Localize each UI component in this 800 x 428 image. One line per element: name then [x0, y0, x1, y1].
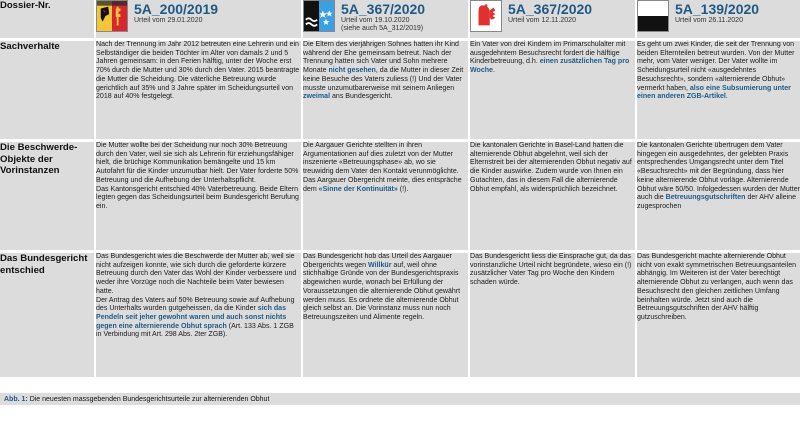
- case-number: 5A_139/2020: [675, 1, 760, 17]
- caption-text: Die neuesten massgebenden Bundesgerichtsurteile zur alternierenden Obhut: [29, 396, 270, 403]
- case-date-note: (siehe auch 5A_312/2019): [341, 25, 424, 32]
- case-header-2: [301, 0, 468, 41]
- highlight-text: nicht gesehen: [328, 67, 376, 75]
- highlight-text: also eine Subsumierung unter einen anderen ZGB-Artikel: [637, 84, 791, 101]
- highlight-text: Betreuungsgutschriften: [665, 194, 746, 202]
- case-date: Urteil vom 19.10.2020: [341, 17, 410, 24]
- black-white-flag-icon: [637, 0, 669, 32]
- geneva-flag-icon: [96, 0, 128, 32]
- case-number: 5A_367/2020: [508, 1, 593, 17]
- table-row-sachverhalte: [0, 41, 800, 142]
- table-cell: Die kantonalen Gerichte übertrugen dem Vater hingegen ein ausgedehntes, der gelebten Praxis entsprechendes Umgangsrecht unter dem Titel «Besuchsrecht» mit der Begründung, dass hier keine alternierende Obhut vorläge. Alternierende Obhut wäre 50/50. Infolgedessen wurden der Mutter auch die Betreuungsgutschriften der AHV alleine zugesprochen: [635, 142, 800, 253]
- table-cell: Das Bundesgericht liess die Einsprache gut, da das vorinstanzliche Urteil nicht begründete, wieso ein (!) zusätzlicher Vater Tag pro Woche den Kindern schaden würde.: [468, 253, 635, 380]
- table-cell: Nach der Trennung im Jahr 2012 betreuten eine Lehrerin und ein Selbständiger die beiden Töchter im Alter von damals 2 und 5 Jahren gemeinsam: in den Ferien hälftig, unter der Woche erst 70% durch die Mutter und 30% durch den Vater. 2015 beantragte die Mutter die Scheidung. Die väterliche Betreuung wurde gerichtlich auf 35% und 3 Jahre später im Scheidungsurteil von 2018 auf 40% festgelegt.: [94, 41, 301, 142]
- dossier-label: Dossier-Nr.: [0, 0, 94, 41]
- figure-caption: [0, 393, 800, 405]
- highlight-text: einen zusätzlichen Tag pro Woche: [470, 58, 630, 75]
- row-label: Das Bundesgericht entschied: [0, 253, 94, 380]
- caption-label: Abb. 1:: [4, 396, 28, 403]
- table-cell: Die Eltern des vierjährigen Sohnes hatten ihr Kind während der Ehe gemeinsam betreut. Nach der Trennung hatten sich Vater und Sohn mehrere Monate nicht gesehen, da die Mutter in dieser Zeit keine Besuche des Vaters zuliess (!) Und der Vater musste unzumutbarerweise mit seinem Anliegen zweimal ans Bundesgericht.: [301, 41, 468, 142]
- case-number: 5A_200/2019: [134, 1, 219, 17]
- table-row-bundesgericht: [0, 253, 800, 380]
- table-cell: Die Aargauer Gerichte stellten in ihren Argumentationen auf dies zuletzt von der Mutter inszenierte «Betreuungsphase» ab, wo sie treuwidrig dem Vater den Kontakt verunmöglichte. Das Aargauer Obergericht meinte, dies entspräche dem «Sinne der Kontinuität» (!).: [301, 142, 468, 253]
- table-cell: Die kantonalen Gerichte in Basel-Land hatten die alternierende Obhut abgelehnt, weil sich der Elternstreit bei der alternierenden Obhut negativ auf die Kinder auswirke. Zudem wurde von Ihnen ein Gutachten, das in diesem Fall die alternierende Obhut empfahl, als widersprüchlich bezeichnet.: [468, 142, 635, 253]
- highlight-text: sich das Pendeln seit jeher gewohnt waren und auch sonst nichts gegen eine alternierende Obhut sprach: [96, 305, 287, 330]
- case-header-4: [635, 0, 800, 41]
- table-cell: Das Bundesgericht machte alternierende Obhut nicht von exakt symmetrischen Betreuungsanteilen abhängig. Im Weiteren ist der Vater berechtigt alternierende Obhut zu verlangen, auch wenn das Besuchsrecht den gleichen zeitlichen Umfang beinhalten würde. Jetzt sind auch die Betreuungsgutschriften der AHV hälftig gutzuschreiben.: [635, 253, 800, 380]
- table-row-vorinstanzen: [0, 142, 800, 253]
- aargau-flag-icon: [303, 0, 335, 32]
- case-number: 5A_367/2020: [341, 1, 426, 17]
- table-cell: Die Mutter wollte bei der Scheidung nur noch 30% Betreuung durch den Vater, weil sie sich als Lehrerin für erziehungsfähiger hielt, die brüchige Kommunikation bemängelte und 15 km Autofahrt für die Kinder unzumutbar hielt. Der Vater forderte 50% Betreuung und die Aufhebung der Unterhaltspflicht. Das Kantonsgericht entschied 40% Vaterbetreuung. Beide Eltern legten gegen das Scheidungsurteil beim Bundesgericht Berufung ein.: [94, 142, 301, 253]
- case-header-3: [468, 0, 635, 41]
- highlight-text: zweimal: [303, 93, 331, 101]
- highlight-text: «Sinne der Kontinuität»: [318, 185, 398, 193]
- row-label: Sachverhalte: [0, 41, 94, 142]
- case-date: Urteil vom 12.11.2020: [508, 17, 576, 24]
- basel-land-flag-icon: [470, 0, 502, 32]
- row-label: Die Beschwerde-Objekte der Vorinstanzen: [0, 142, 94, 253]
- table-cell: Es geht um zwei Kinder, die seit der Trennung von beiden Elternteilen betreut wurden. Von der Mutter mehr, vom Vater weniger. Der Vater wollte im Scheidungsurteil nicht «ausgedehntes Besuchsrecht», sondern «alternierende Obhut» vermerkt haben, also eine Subsumierung unter einen anderen ZGB-Artikel.: [635, 41, 800, 142]
- case-date: Urteil vom 26.11.2020: [675, 17, 743, 24]
- table-cell: Das Bundesgericht hob das Urteil des Aargauer Obergerichts wegen Willkür auf, weil ohne stichhaltige Gründe von der Bundesgerichtspraxis abgewichen wurde, wonach bei Erfüllung der Voraussetzungen die alternierende Obhut gewährt werden muss. Es ordnete die alternierende Obhut gleich selbst an. Die Vorinstanz muss nun noch Betreuungszeiten und Alimente regeln.: [301, 253, 468, 380]
- case-date: Urteil vom 29.01.2020: [134, 17, 203, 24]
- table-cell: Ein Vater von drei Kindern im Primarschulalter mit ausgedehntem Besuchsrecht fordert die hälftige Kinderbetreuung, d.h. einen zusätzlichen Tag pro Woche.: [468, 41, 635, 142]
- header-row: [0, 0, 800, 41]
- case-header-1: [94, 0, 301, 41]
- highlight-text: Willkür: [368, 261, 392, 269]
- table-cell: Das Bundesgericht wies die Beschwerde der Mutter ab, weil sie nicht aufzeigen konnte, wie sich durch die geforderte kürzere Betreuung durch den Vater das Wohl der Kinder verbessere und weder ihre Vorzüge noch die Nachteile beim Vater bewiesen hatte. Der Antrag des Vaters auf 50% Betreuung sowie auf Aufhebung des Unterhalts wurden gutgeheissen, da die Kinder sich das Pendeln seit jeher gewohnt waren und auch sonst nichts gegen eine alternierende Obhut sprach (Art. 133 Abs. 1 ZGB in Verbindung mit Art. 298 Abs. 2ter ZGB).: [94, 253, 301, 380]
